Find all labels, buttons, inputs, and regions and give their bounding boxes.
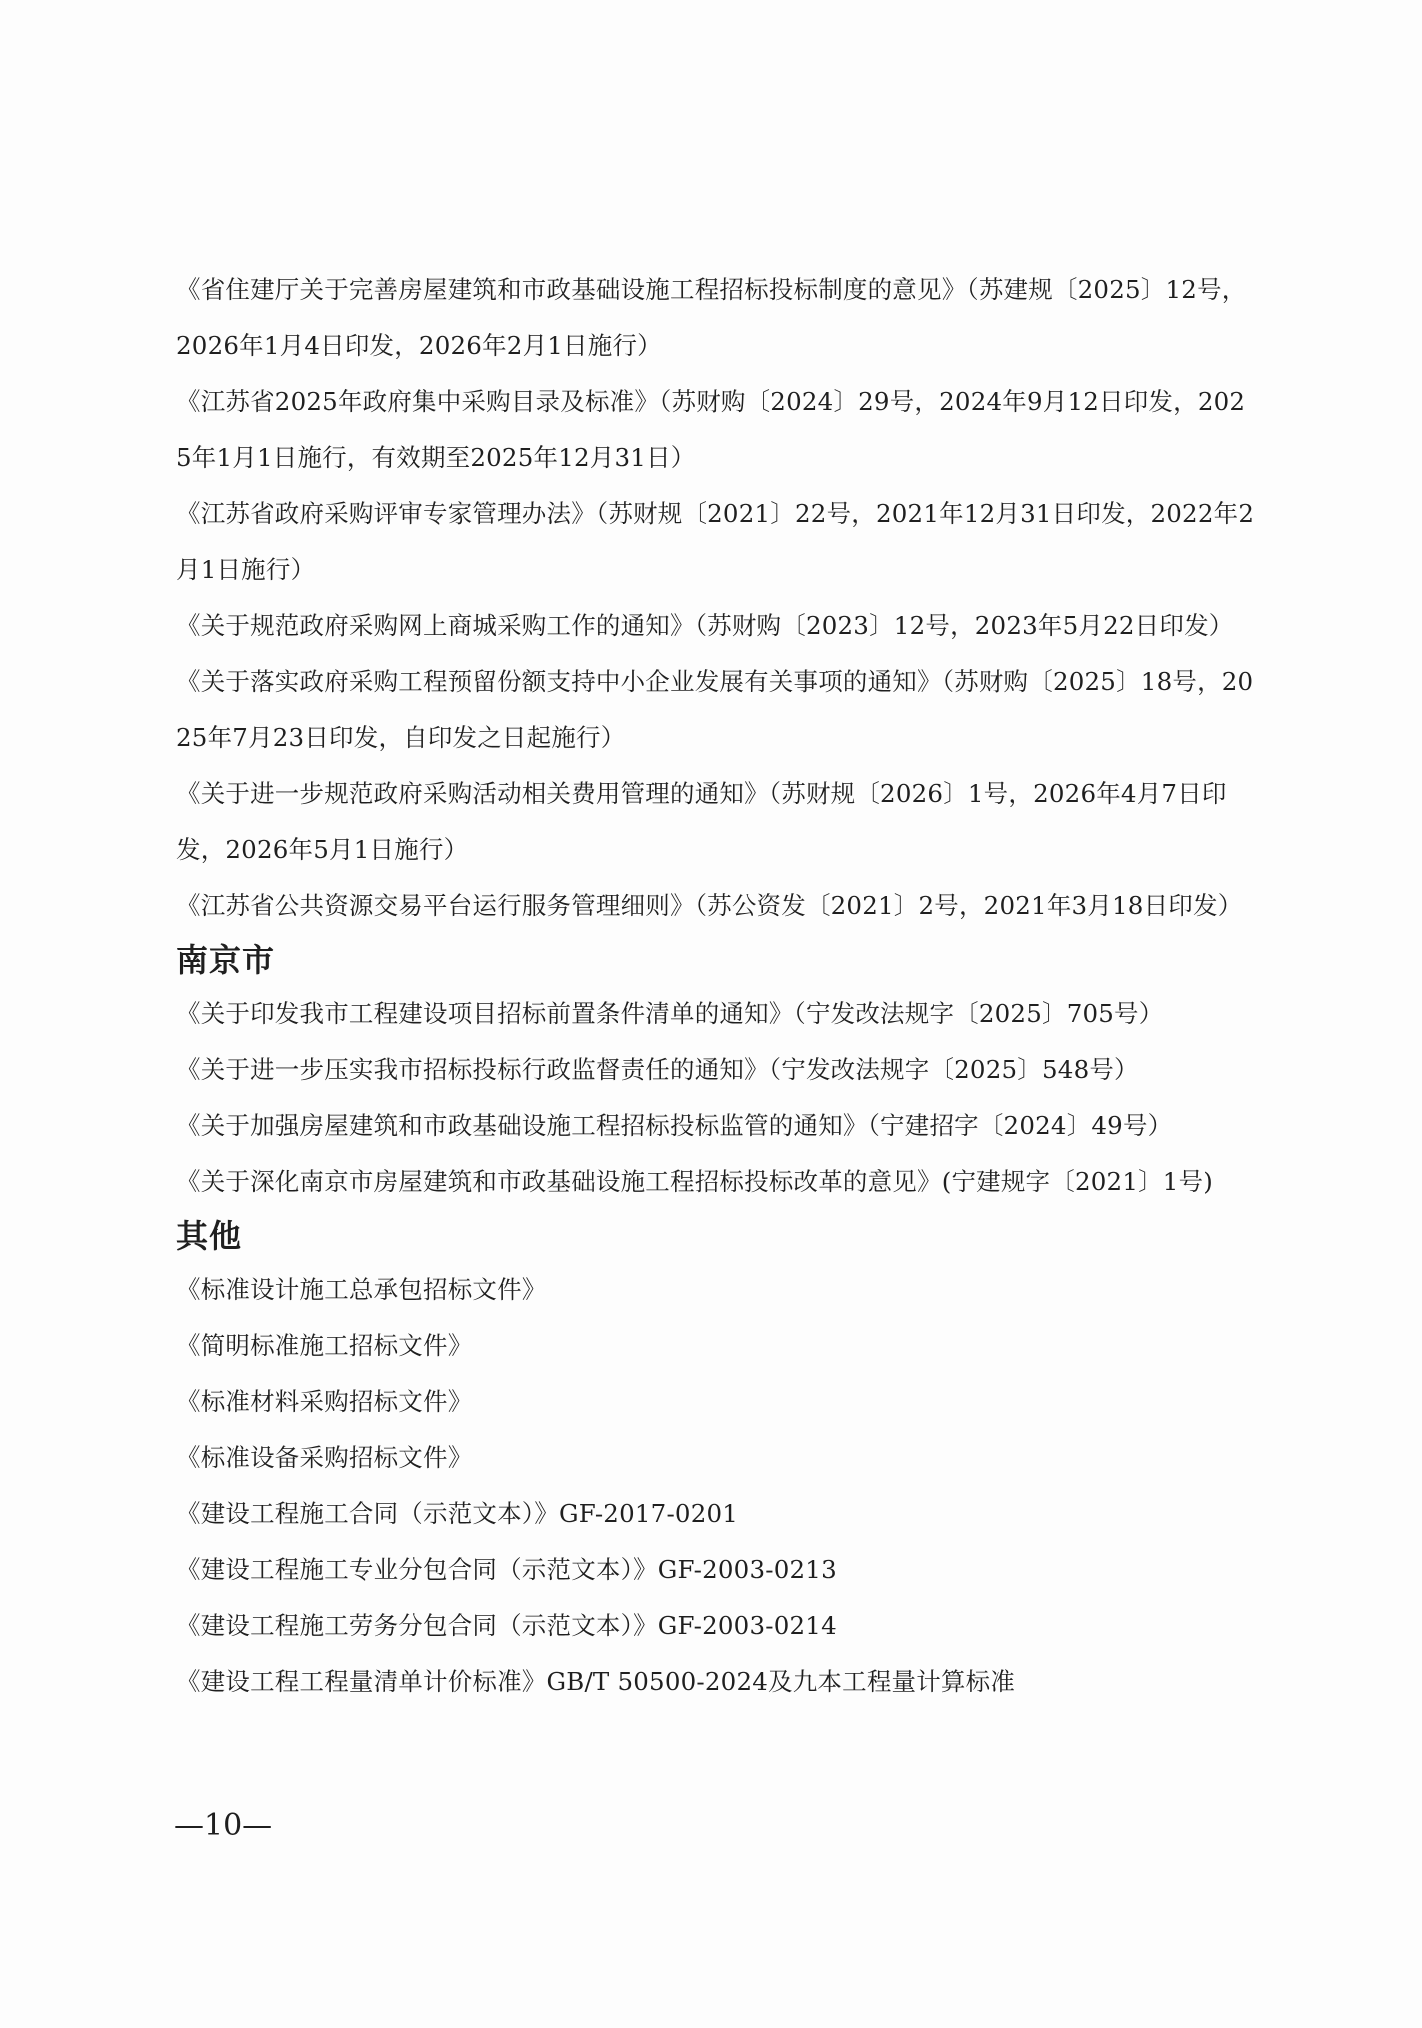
regulation-item: 《关于加强房屋建筑和市政基础设施工程招标投标监管的通知》（宁建招字〔2024〕49号） — [176, 1111, 1173, 1140]
regulation-item: 《关于规范政府采购网上商城采购工作的通知》（苏财购〔2023〕12号，2023年5月22日印发） — [176, 611, 1234, 640]
document-item: 《建设工程施工专业分包合同（示范文本）》GF-2003-0213 — [176, 1555, 837, 1584]
section-heading-nanjing: 南京市 — [176, 941, 276, 979]
page-number: —10— — [174, 1808, 273, 1843]
regulation-item: 《关于深化南京市房屋建筑和市政基础设施工程招标投标改革的意见》(宁建规字〔2021〕1号) — [176, 1167, 1214, 1196]
regulation-item: 《江苏省2025年政府集中采购目录及标准》（苏财购〔2024〕29号，2024年9月12日印发，2025年1月1日施行，有效期至2025年12月31日） — [176, 387, 1246, 472]
section-heading-other: 其他 — [176, 1217, 243, 1255]
regulation-item: 《江苏省政府采购评审专家管理办法》（苏财规〔2021〕22号，2021年12月31日印发，2022年2月1日施行） — [176, 499, 1255, 584]
document-item: 《建设工程工程量清单计价标准》GB/T 50500-2024及九本工程量计算标准 — [176, 1667, 1016, 1696]
regulation-item: 《江苏省公共资源交易平台运行服务管理细则》（苏公资发〔2021〕2号，2021年3月18日印发） — [176, 891, 1243, 920]
document-item: 《标准设计施工总承包招标文件》 — [176, 1275, 547, 1304]
document-item: 《建设工程施工劳务分包合同（示范文本）》GF-2003-0214 — [176, 1611, 837, 1640]
regulation-item: 《关于印发我市工程建设项目招标前置条件清单的通知》（宁发改法规字〔2025〕705号） — [176, 999, 1164, 1028]
document-item: 《建设工程施工合同（示范文本）》GF-2017-0201 — [176, 1499, 739, 1528]
document-item: 《标准设备采购招标文件》 — [176, 1443, 473, 1472]
regulation-item: 《省住建厅关于完善房屋建筑和市政基础设施工程招标投标制度的意见》（苏建规〔2025〕12号，2026年1月4日印发，2026年2月1日施行） — [176, 275, 1247, 360]
document-body — [176, 262, 1256, 1710]
regulation-item: 《关于进一步压实我市招标投标行政监督责任的通知》（宁发改法规字〔2025〕548号） — [176, 1055, 1139, 1084]
document-item: 《简明标准施工招标文件》 — [176, 1331, 473, 1360]
document-item: 《标准材料采购招标文件》 — [176, 1387, 473, 1416]
regulation-item: 《关于进一步规范政府采购活动相关费用管理的通知》（苏财规〔2026〕1号，2026年4月7日印发，2026年5月1日施行） — [176, 779, 1227, 864]
regulation-item: 《关于落实政府采购工程预留份额支持中小企业发展有关事项的通知》（苏财购〔2025〕18号，2025年7月23日印发，自印发之日起施行） — [176, 667, 1254, 752]
